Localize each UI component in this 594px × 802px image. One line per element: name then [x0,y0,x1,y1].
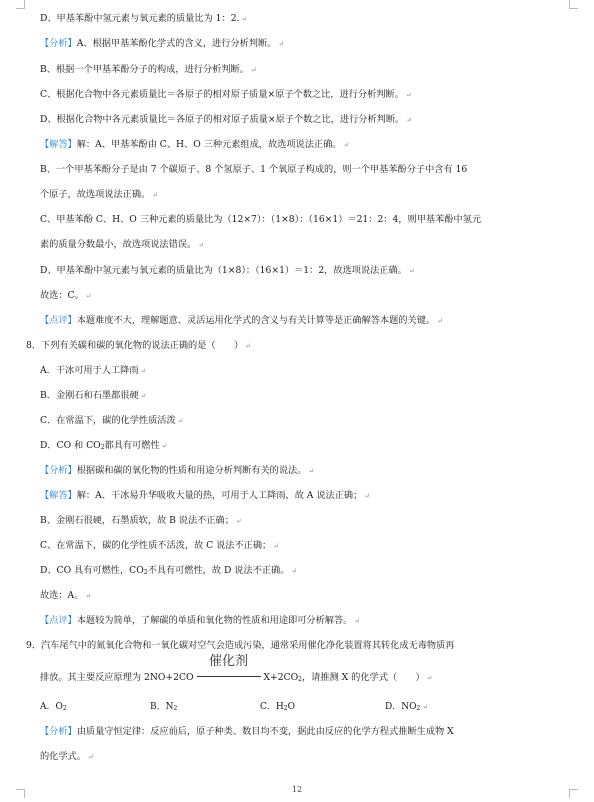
text-line: D、根据化合物中各元素质量比＝各原子的相对原子质量×原子个数之比，进行分析判断。 ↵ [40,114,413,125]
text-line: 的化学式。 ↵ [40,751,94,762]
text-line: 故选：A。 ↵ [40,590,92,601]
crop-mark-top-left [16,0,25,9]
text-line: C、在常温下，碳的化学性质不活泼，故 C 说法不正确； ↵ [40,540,280,551]
text-line: B、一个甲基苯酚分子是由 7 个碳原子、8 个氢原子、1 个氧原子构成的，则一个甲基苯酚分子中含有 16 [40,164,468,175]
catalyst-arrow: 催化剂 [194,670,264,686]
text-line: D、甲基苯酚中氢元素与氧元素的质量比为（1×8）：（16×1）＝1：2，故选项说法正确。 ↵ [40,265,415,276]
text-line: 个原子，故选项说法正确。 ↵ [40,189,159,200]
text-line: B、金刚石很硬，石墨质软，故 B 说法不正确； ↵ [40,515,242,526]
page-number: 12 [291,785,303,794]
answer-line: 【解答】解：A、干冰易升华吸收大量的热，可用于人工降雨，故 A 说法正确； ↵ [40,490,371,501]
question-9-stem: 9．汽车尾气中的氮氧化合物和一氧化碳对空气会造成污染，通常采用催化净化装置将其转化成无毒物质再 [26,640,455,651]
text-line: B、根据一个甲基苯酚分子的构成，进行分析判断。 ↵ [40,64,257,75]
question-8-option-a: A．干冰可用于人工降雨 ↵ [40,365,147,376]
question-8-option-b: B．金刚石和石墨都很硬 ↵ [40,390,147,401]
question-9-option-b: B．N2 [150,702,178,712]
question-9-equation-line: 排放。其主要反应原理为 2NO+2CO 催化剂 X+2CO2，请推测 X 的化学式（ ） ↵ [40,670,555,686]
analysis-line: 【分析】A、根据甲基苯酚化学式的含义，进行分析判断。 ↵ [40,38,285,49]
question-8-stem: 8．下列有关碳和碳的氧化物的说法正确的是（ ） ↵ [26,340,252,351]
comment-line: 【点评】本题较为简单，了解碳的单质和氧化物的性质和用途即可分析解答。 ↵ [40,615,361,626]
text-line: C、甲基苯酚 C、H、O 三种元素的质量比为（12×7）：（1×8）：（16×1）＝21：2：4，则甲基苯酚中氢元 [40,214,482,225]
comment-line: 【点评】本题难度不大，理解题意、灵活运用化学式的含义与有关计算等是正确解答本题的关键。 ↵ [40,315,443,326]
analysis-line: 【分析】由质量守恒定律：反应前后，原子种类、数目均不变，据此由反应的化学方程式推断生成物 X [40,726,454,737]
text-line: D、甲基苯酚中氢元素与氧元素的质量比为 1：2. ↵ [40,13,248,24]
text-line: C、根据化合物中各元素质量比＝各原子的相对原子质量×原子个数之比，进行分析判断。 ↵ [40,89,412,100]
question-9-option-c: C．H2O [260,702,295,712]
answer-line: 【解答】解：A、甲基苯酚由 C、H、O 三种元素组成，故选项说法正确。 ↵ [40,139,350,150]
question-9-option-a: A．O2 [40,702,67,712]
text-line: D、CO 具有可燃性，CO2不具有可燃性，故 D 说法不正确。 ↵ [40,565,298,576]
text-line: 故选：C。 ↵ [40,290,92,301]
question-8-option-c: C．在常温下，碳的化学性质活泼 ↵ [40,415,184,426]
text-line: 素的质量分数最小，故选项说法错误。 ↵ [40,239,205,250]
crop-mark-top-right [569,0,578,9]
question-8-option-d: D．CO 和 CO2都具有可燃性 ↵ [40,440,168,451]
question-9-option-d: D．NO2 ↵ [385,702,429,712]
analysis-line: 【分析】根据碳和碳的氧化物的性质和用途分析判断有关的说法。 ↵ [40,465,315,476]
